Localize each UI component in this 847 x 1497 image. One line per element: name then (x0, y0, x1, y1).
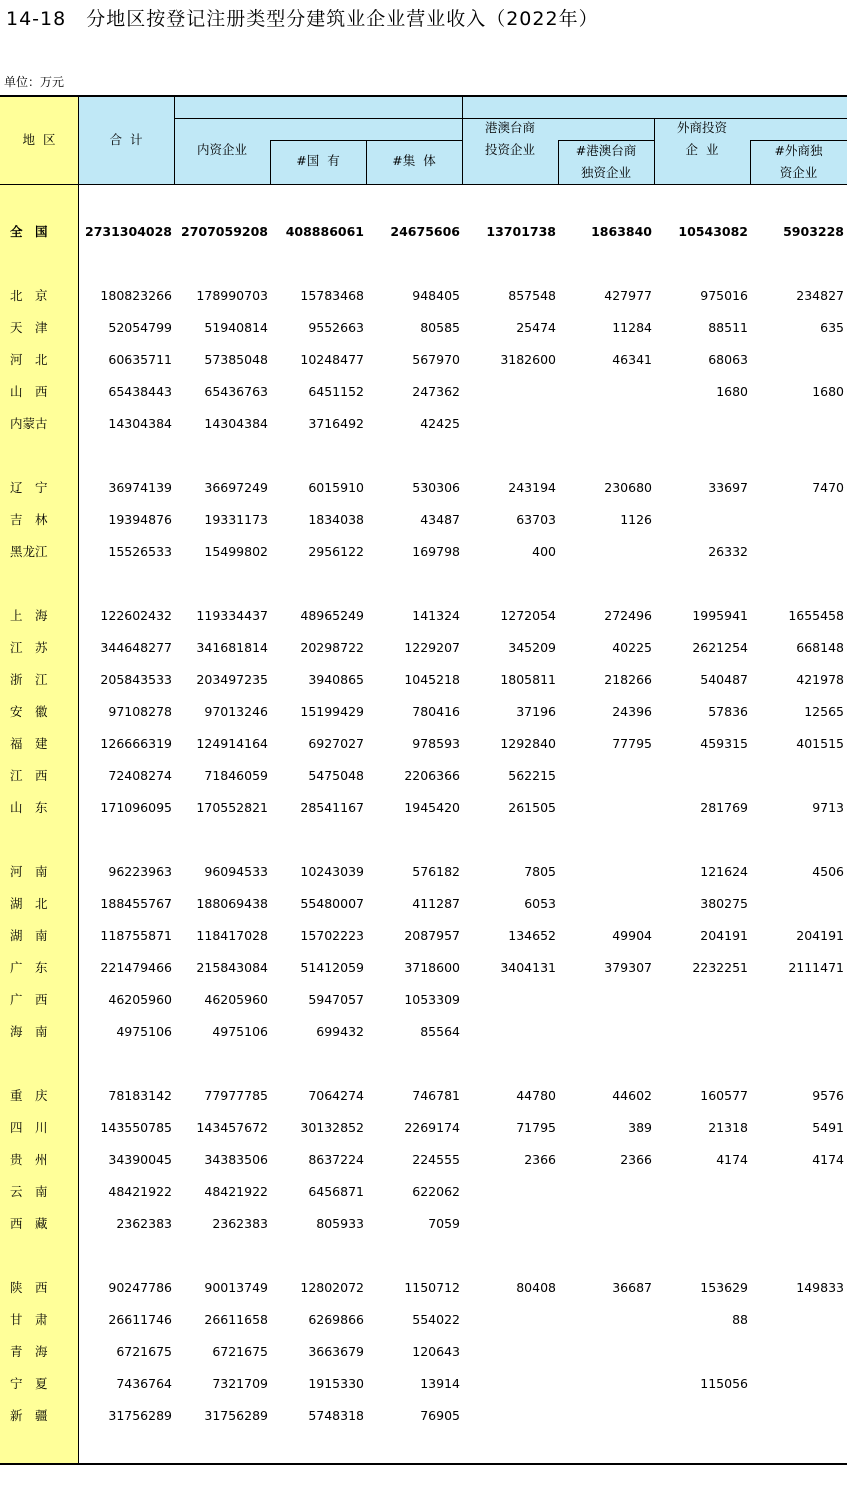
value-cell: 3716492 (308, 416, 364, 431)
value-cell: 2269174 (404, 1120, 460, 1135)
value-cell: 948405 (412, 288, 460, 303)
value-cell: 96094533 (204, 864, 268, 879)
value-cell: 51412059 (300, 960, 364, 975)
table-bottom-rule (0, 1463, 847, 1465)
value-cell: 780416 (412, 704, 460, 719)
value-cell: 344648277 (100, 640, 172, 655)
value-cell: 10543082 (678, 224, 748, 239)
region-label: 陕 西 (10, 1280, 48, 1295)
value-cell: 3718600 (404, 960, 460, 975)
value-cell: 19331173 (204, 512, 268, 527)
value-cell: 4975106 (116, 1024, 172, 1039)
value-cell: 1655458 (788, 608, 844, 623)
value-cell: 34390045 (108, 1152, 172, 1167)
value-cell: 1272054 (500, 608, 556, 623)
value-cell: 2087957 (404, 928, 460, 943)
value-cell: 14304384 (108, 416, 172, 431)
table-top-rule (0, 95, 847, 97)
value-cell: 30132852 (300, 1120, 364, 1135)
value-cell: 6721675 (212, 1344, 268, 1359)
value-cell: 180823266 (100, 288, 172, 303)
region-label: 浙 江 (10, 672, 48, 687)
value-cell: 26611746 (108, 1312, 172, 1327)
value-cell: 1680 (812, 384, 844, 399)
region-label: 广 东 (10, 960, 48, 975)
region-label: 西 藏 (10, 1216, 48, 1231)
region-label: 天 津 (10, 320, 48, 335)
value-cell: 380275 (700, 896, 748, 911)
value-cell: 2731304028 (85, 224, 172, 239)
value-cell: 1045218 (404, 672, 460, 687)
value-cell: 345209 (508, 640, 556, 655)
header-foreign-sole: #外商独 资企业 (774, 143, 823, 180)
header-hmt-sole: #港澳台商 独资企业 (575, 143, 637, 180)
value-cell: 408886061 (285, 224, 364, 239)
value-cell: 2956122 (308, 544, 364, 559)
header-sub-rule (270, 140, 462, 141)
value-cell: 60635711 (108, 352, 172, 367)
value-cell: 5475048 (308, 768, 364, 783)
value-cell: 7805 (524, 864, 556, 879)
value-cell: 218266 (604, 672, 652, 687)
value-cell: 10248477 (300, 352, 364, 367)
value-cell: 7064274 (308, 1088, 364, 1103)
value-cell: 1680 (716, 384, 748, 399)
value-cell: 49904 (612, 928, 652, 943)
value-cell: 13701738 (486, 224, 556, 239)
region-label: 重 庆 (10, 1088, 48, 1103)
value-cell: 25474 (516, 320, 556, 335)
value-cell: 21318 (708, 1120, 748, 1135)
region-label: 四 川 (10, 1120, 48, 1135)
value-cell: 188069438 (196, 896, 268, 911)
value-cell: 5491 (812, 1120, 844, 1135)
header-domestic: 内资企业 (196, 142, 247, 157)
value-cell: 118417028 (196, 928, 268, 943)
value-cell: 6269866 (308, 1312, 364, 1327)
region-label: 湖 北 (10, 896, 48, 911)
value-cell: 4975106 (212, 1024, 268, 1039)
value-cell: 11284 (612, 320, 652, 335)
value-cell: 2362383 (212, 1216, 268, 1231)
region-label: 山 西 (10, 384, 48, 399)
value-cell: 48421922 (204, 1184, 268, 1199)
value-cell: 12565 (804, 704, 844, 719)
region-label: 新 疆 (10, 1408, 48, 1423)
value-cell: 1292840 (500, 736, 556, 751)
value-cell: 2206366 (404, 768, 460, 783)
value-cell: 15526533 (108, 544, 172, 559)
value-cell: 43487 (420, 512, 460, 527)
value-cell: 97108278 (108, 704, 172, 719)
region-label: 宁 夏 (10, 1376, 48, 1391)
value-cell: 120643 (412, 1344, 460, 1359)
value-cell: 178990703 (196, 288, 268, 303)
value-cell: 36974139 (108, 480, 172, 495)
value-cell: 8637224 (308, 1152, 364, 1167)
value-cell: 261505 (508, 800, 556, 815)
value-cell: 9552663 (308, 320, 364, 335)
value-cell: 1126 (620, 512, 652, 527)
region-label: 海 南 (10, 1024, 48, 1039)
value-cell: 554022 (412, 1312, 460, 1327)
value-cell: 28541167 (300, 800, 364, 815)
value-cell: 80408 (516, 1280, 556, 1295)
value-cell: 15499802 (204, 544, 268, 559)
region-label: 河 南 (10, 864, 48, 879)
region-label: 江 西 (10, 768, 48, 783)
region-label: 辽 宁 (10, 480, 48, 495)
value-cell: 341681814 (196, 640, 268, 655)
value-cell: 63703 (516, 512, 556, 527)
value-cell: 24396 (612, 704, 652, 719)
region-label: 北 京 (10, 288, 48, 303)
value-cell: 121624 (700, 864, 748, 879)
value-cell: 171096095 (100, 800, 172, 815)
value-cell: 204191 (796, 928, 844, 943)
region-label: 吉 林 (10, 512, 48, 527)
value-cell: 530306 (412, 480, 460, 495)
value-cell: 9576 (812, 1088, 844, 1103)
value-cell: 37196 (516, 704, 556, 719)
page-title: 14-18 分地区按登记注册类型分建筑业企业营业收入（2022年） (6, 8, 599, 30)
value-cell: 389 (628, 1120, 652, 1135)
value-cell: 379307 (604, 960, 652, 975)
value-cell: 1834038 (308, 512, 364, 527)
value-cell: 6456871 (308, 1184, 364, 1199)
value-cell: 1053309 (404, 992, 460, 1007)
value-cell: 247362 (412, 384, 460, 399)
value-cell: 5748318 (308, 1408, 364, 1423)
value-cell: 576182 (412, 864, 460, 879)
unit-label: 单位：万元 (4, 75, 65, 89)
region-label: 山 东 (10, 800, 48, 815)
value-cell: 2362383 (116, 1216, 172, 1231)
value-cell: 36697249 (204, 480, 268, 495)
value-cell: 160577 (700, 1088, 748, 1103)
value-cell: 805933 (316, 1216, 364, 1231)
region-label: 云 南 (10, 1184, 48, 1199)
value-cell: 2707059208 (181, 224, 268, 239)
value-cell: 2366 (620, 1152, 652, 1167)
value-cell: 4506 (812, 864, 844, 879)
value-cell: 34383506 (204, 1152, 268, 1167)
value-cell: 24675606 (390, 224, 460, 239)
value-cell: 119334437 (196, 608, 268, 623)
value-cell: 46341 (612, 352, 652, 367)
value-cell: 88511 (708, 320, 748, 335)
value-cell: 170552821 (196, 800, 268, 815)
data-table (0, 95, 847, 1465)
header-state-owned: #国 有 (296, 153, 340, 168)
value-cell: 427977 (604, 288, 652, 303)
value-cell: 90247786 (108, 1280, 172, 1295)
value-cell: 55480007 (300, 896, 364, 911)
value-cell: 1805811 (500, 672, 556, 687)
value-cell: 3182600 (500, 352, 556, 367)
value-cell: 15199429 (300, 704, 364, 719)
value-cell: 6927027 (308, 736, 364, 751)
value-cell: 401515 (796, 736, 844, 751)
value-cell: 14304384 (204, 416, 268, 431)
value-cell: 1945420 (404, 800, 460, 815)
value-cell: 85564 (420, 1024, 460, 1039)
region-label: 湖 南 (10, 928, 48, 943)
value-cell: 80585 (420, 320, 460, 335)
value-cell: 230680 (604, 480, 652, 495)
value-cell: 149833 (796, 1280, 844, 1295)
region-label: 安 徽 (10, 704, 48, 719)
value-cell: 204191 (700, 928, 748, 943)
value-cell: 188455767 (100, 896, 172, 911)
value-cell: 153629 (700, 1280, 748, 1295)
value-cell: 3404131 (500, 960, 556, 975)
value-cell: 400 (532, 544, 556, 559)
value-cell: 48421922 (108, 1184, 172, 1199)
value-cell: 6451152 (308, 384, 364, 399)
value-cell: 978593 (412, 736, 460, 751)
value-cell: 421978 (796, 672, 844, 687)
value-cell: 7059 (428, 1216, 460, 1231)
region-label: 甘 肃 (10, 1312, 48, 1327)
value-cell: 40225 (612, 640, 652, 655)
value-cell: 46205960 (204, 992, 268, 1007)
value-cell: 143550785 (100, 1120, 172, 1135)
value-cell: 26611658 (204, 1312, 268, 1327)
value-cell: 44602 (612, 1088, 652, 1103)
value-cell: 205843533 (100, 672, 172, 687)
value-cell: 540487 (700, 672, 748, 687)
value-cell: 567970 (412, 352, 460, 367)
value-cell: 7321709 (212, 1376, 268, 1391)
value-cell: 6721675 (116, 1344, 172, 1359)
value-cell: 19394876 (108, 512, 172, 527)
value-cell: 6015910 (308, 480, 364, 495)
value-cell: 1229207 (404, 640, 460, 655)
region-label: 内蒙古 (10, 416, 48, 431)
header-bottom-rule (0, 184, 847, 185)
region-label: 青 海 (10, 1344, 48, 1359)
value-cell: 46205960 (108, 992, 172, 1007)
value-cell: 9713 (812, 800, 844, 815)
value-cell: 71846059 (204, 768, 268, 783)
value-cell: 15702223 (300, 928, 364, 943)
value-cell: 33697 (708, 480, 748, 495)
value-cell: 65436763 (204, 384, 268, 399)
value-cell: 272496 (604, 608, 652, 623)
value-cell: 411287 (412, 896, 460, 911)
region-label: 全 国 (10, 224, 48, 239)
header-hmt-invested: 港澳台商 投资企业 (484, 120, 535, 157)
value-cell: 5947057 (308, 992, 364, 1007)
value-cell: 13914 (420, 1376, 460, 1391)
value-cell: 44780 (516, 1088, 556, 1103)
value-cell: 224555 (412, 1152, 460, 1167)
value-cell: 746781 (412, 1088, 460, 1103)
value-cell: 90013749 (204, 1280, 268, 1295)
value-cell: 134652 (508, 928, 556, 943)
value-cell: 5903228 (783, 224, 844, 239)
value-cell: 2111471 (788, 960, 844, 975)
value-cell: 124914164 (196, 736, 268, 751)
value-cell: 2621254 (692, 640, 748, 655)
value-cell: 635 (820, 320, 844, 335)
value-cell: 68063 (708, 352, 748, 367)
region-label: 黑龙江 (10, 544, 48, 559)
value-cell: 42425 (420, 416, 460, 431)
value-cell: 215843084 (196, 960, 268, 975)
value-cell: 65438443 (108, 384, 172, 399)
value-cell: 4174 (812, 1152, 844, 1167)
value-cell: 88 (732, 1312, 748, 1327)
value-cell: 15783468 (300, 288, 364, 303)
value-cell: 203497235 (196, 672, 268, 687)
region-label: 河 北 (10, 352, 48, 367)
value-cell: 668148 (796, 640, 844, 655)
value-cell: 12802072 (300, 1280, 364, 1295)
value-cell: 4174 (716, 1152, 748, 1167)
stub-rule (78, 95, 79, 1465)
value-cell: 126666319 (100, 736, 172, 751)
value-cell: 122602432 (100, 608, 172, 623)
value-cell: 26332 (708, 544, 748, 559)
value-cell: 281769 (700, 800, 748, 815)
region-label: 福 建 (10, 736, 48, 751)
value-cell: 51940814 (204, 320, 268, 335)
value-cell: 143457672 (196, 1120, 268, 1135)
value-cell: 1915330 (308, 1376, 364, 1391)
value-cell: 31756289 (204, 1408, 268, 1423)
value-cell: 975016 (700, 288, 748, 303)
value-cell: 6053 (524, 896, 556, 911)
value-cell: 3940865 (308, 672, 364, 687)
value-cell: 2232251 (692, 960, 748, 975)
value-cell: 7470 (812, 480, 844, 495)
region-label: 上 海 (10, 608, 48, 623)
value-cell: 234827 (796, 288, 844, 303)
region-label: 广 西 (10, 992, 48, 1007)
value-cell: 36687 (612, 1280, 652, 1295)
value-cell: 1150712 (404, 1280, 460, 1295)
value-cell: 20298722 (300, 640, 364, 655)
value-cell: 622062 (412, 1184, 460, 1199)
value-cell: 459315 (700, 736, 748, 751)
value-cell: 141324 (412, 608, 460, 623)
value-cell: 221479466 (100, 960, 172, 975)
value-cell: 1863840 (591, 224, 652, 239)
value-cell: 96223963 (108, 864, 172, 879)
value-cell: 3663679 (308, 1344, 364, 1359)
value-cell: 699432 (316, 1024, 364, 1039)
value-cell: 57836 (708, 704, 748, 719)
value-cell: 48965249 (300, 608, 364, 623)
value-cell: 97013246 (204, 704, 268, 719)
value-cell: 76905 (420, 1408, 460, 1423)
value-cell: 31756289 (108, 1408, 172, 1423)
value-cell: 78183142 (108, 1088, 172, 1103)
value-cell: 562215 (508, 768, 556, 783)
region-label: 贵 州 (10, 1152, 48, 1167)
value-cell: 115056 (700, 1376, 748, 1391)
value-cell: 118755871 (100, 928, 172, 943)
value-cell: 71795 (516, 1120, 556, 1135)
value-cell: 77795 (612, 736, 652, 751)
value-cell: 2366 (524, 1152, 556, 1167)
value-cell: 243194 (508, 480, 556, 495)
value-cell: 52054799 (108, 320, 172, 335)
header-foreign-invested: 外商投资 企 业 (676, 120, 727, 157)
value-cell: 857548 (508, 288, 556, 303)
value-cell: 77977785 (204, 1088, 268, 1103)
value-cell: 57385048 (204, 352, 268, 367)
header-total: 合 计 (109, 132, 143, 147)
value-cell: 1995941 (692, 608, 748, 623)
value-cell: 169798 (412, 544, 460, 559)
value-cell: 10243039 (300, 864, 364, 879)
region-label: 江 苏 (10, 640, 48, 655)
value-cell: 72408274 (108, 768, 172, 783)
header-collective: #集 体 (392, 153, 436, 168)
value-cell: 7436764 (116, 1376, 172, 1391)
header-region: 地 区 (22, 132, 56, 147)
